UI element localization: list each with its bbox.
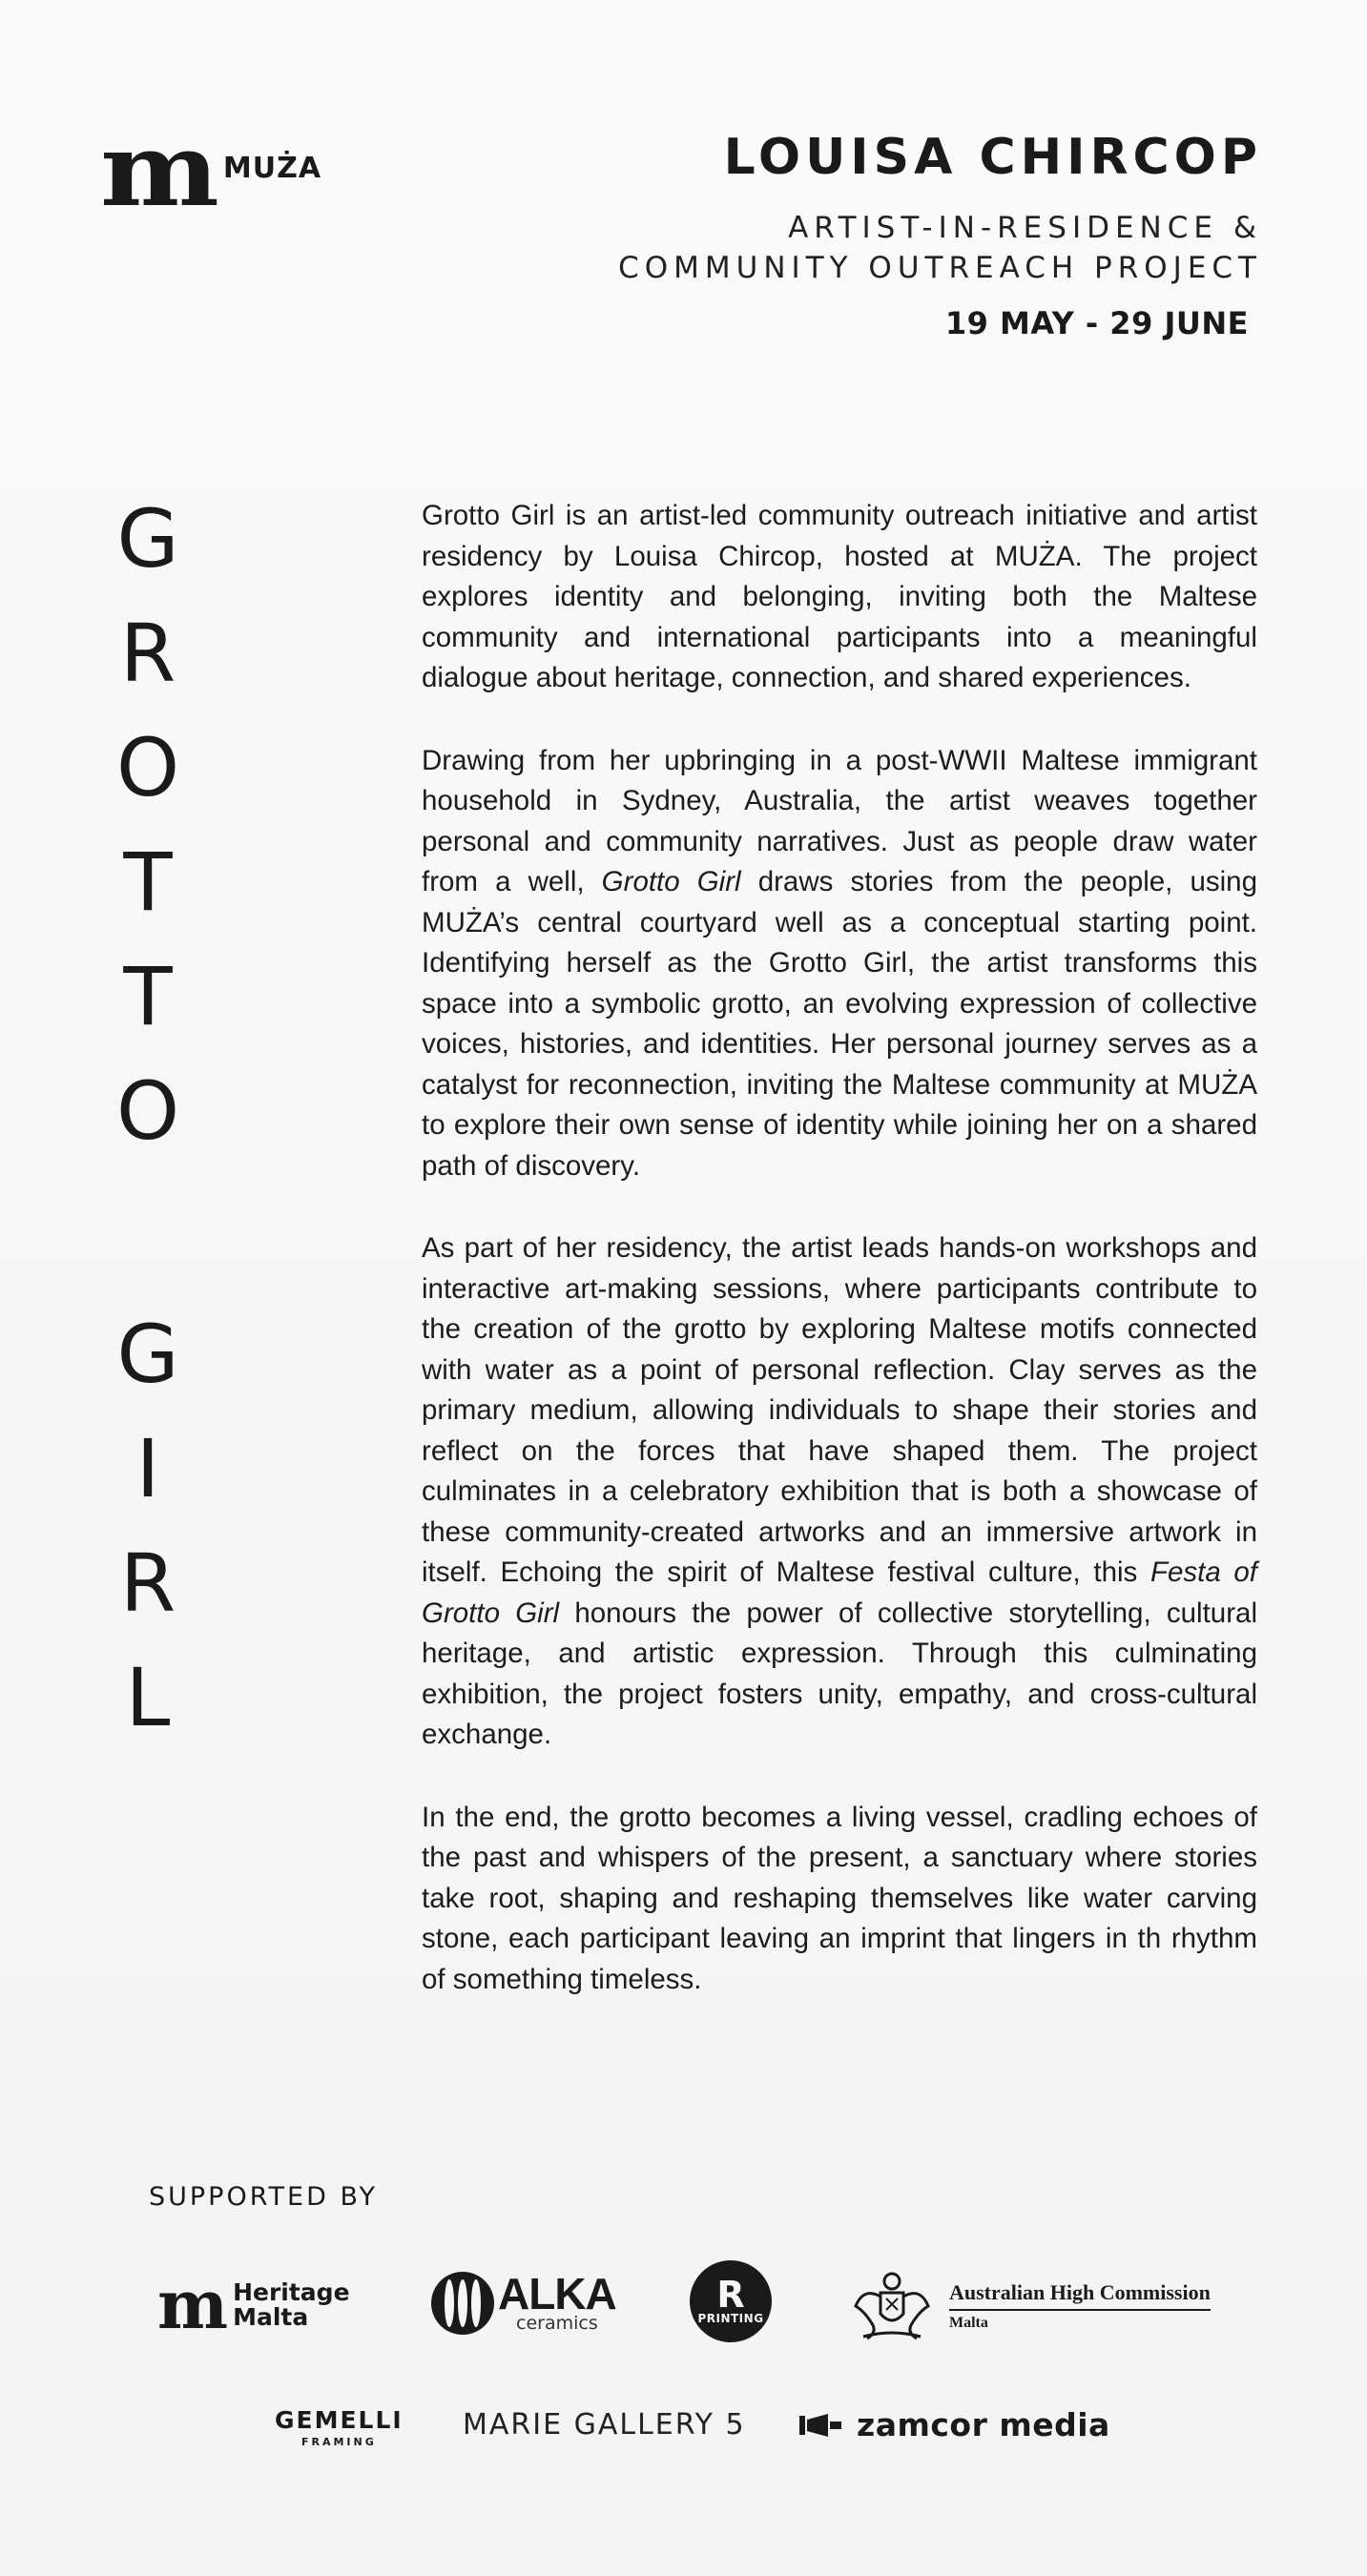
alka-flame-icon [431, 2272, 494, 2335]
paragraph-1: Grotto Girl is an artist-led community outreach initiative and artist residency by Louisa Chircop, hosted at MUŻA. The project explores identity and belonging, inviting both the Maltese community and international participants into a meaningful dialogue about heritage, connection, and shared experiences. [422, 500, 1257, 693]
sponsor-row-2 [272, 2399, 1130, 2456]
body-text [422, 496, 1257, 2042]
gemelli-sub: FRAMING [300, 2436, 377, 2448]
ahc-text [949, 2280, 1211, 2332]
printing-r-mark: R [716, 2274, 745, 2316]
title-letter: G [116, 492, 179, 586]
paragraph-2-text-b: draws stories from the people, using MUŻA’s central courtyard well as a conceptual starting point. Identifying herself as the Grotto Girl, the artist transforms this space into a symbolic grotto, an evolving expression of collective voices, histories, and identities. Her personal journey serves as a catalyst for reconnection, inviting the Maltese community at MUŻA to explore their own sense of identity while joining her on a shared path of discovery. [422, 866, 1257, 1182]
muza-logo-mark: m [100, 110, 206, 230]
title-letter: I [135, 1422, 160, 1515]
paragraph-2-italic: Grotto Girl [601, 866, 741, 897]
alka-sub: ceramics [516, 2313, 598, 2334]
paragraph-3-text-a: As part of her residency, the artist leads hands-on workshops and interactive art-making sessions, where participants contribute to the creation of the grotto by exploring Maltese motifs connected with water as a point of personal reflection. Clay serves as the primary medium, allowing individuals to shape their stories and reflect on the forces that have shaped them. The project culminates in a celebratory exhibition that is both a showcase of these community-created artworks and an immersive artwork in itself. Echoing the spirit of Maltese festival culture, this [422, 1232, 1257, 1588]
exhibition-dates: 19 MAY - 29 JUNE [944, 305, 1249, 341]
title-letter: T [123, 950, 173, 1043]
printing-label: PRINTING [697, 2312, 764, 2325]
vertical-title [95, 482, 200, 1755]
marie-gallery-text: MARIE GALLERY 5 [463, 2408, 746, 2442]
ahc-title: Australian High Commission [949, 2280, 1211, 2311]
zamcor-megaphone-icon [799, 2412, 841, 2439]
title-letter: R [119, 1536, 176, 1630]
paragraph-3-italic: Festa of Grotto Girl [422, 1556, 1258, 1629]
marie-gallery-logo [463, 2408, 746, 2442]
printing-logo [690, 2260, 772, 2342]
title-letter: O [115, 721, 180, 814]
title-letter: R [119, 607, 176, 700]
heritage-malta-mark: m [157, 2265, 220, 2344]
zamcor-text: zamcor media [857, 2406, 1110, 2443]
australian-high-commission-logo [844, 2268, 1211, 2344]
gemelli-text [275, 2406, 404, 2448]
alka-ceramics-logo [431, 2269, 616, 2335]
paragraph-3-text-b: honours the power of collective storytelling, cultural heritage, and artistic expression. Through this culminating exhibition, the project fosters unity, empathy, and cross-cultural exchange. [422, 1597, 1257, 1750]
title-letter: G [116, 1308, 179, 1401]
subtitle-line-2: COMMUNITY OUTREACH PROJECT [618, 251, 1262, 285]
title-letter: L [125, 1651, 171, 1744]
paragraph-2 [422, 741, 1257, 1187]
project-subtitle [404, 208, 1262, 288]
muza-logo-text: MUŻA [222, 152, 322, 185]
paragraph-4: In the end, the grotto becomes a living vessel, cradling echoes of the past and whispers of the present, a sanctuary where stories take root, shaping and reshaping themselves like water carving stone, each participant leaving an imprint that lingers in th rhythm of something timeless. [422, 1801, 1257, 1995]
heritage-malta-logo [157, 2265, 350, 2344]
heritage-malta-line-2: Malta [233, 2303, 309, 2331]
sponsor-row-1 [153, 2260, 1221, 2356]
title-letter: T [123, 835, 173, 929]
printing-badge-icon [690, 2260, 772, 2342]
muza-logo [100, 110, 322, 230]
supported-by-heading: SUPPORTED BY [149, 2182, 378, 2212]
alka-name: ALKA [498, 2269, 616, 2318]
heritage-malta-text [233, 2280, 349, 2330]
alka-text [498, 2269, 616, 2334]
subtitle-line-1: ARTIST-IN-RESIDENCE & [788, 211, 1262, 245]
paragraph-2-text-a: Drawing from her upbringing in a post-WWII Maltese immigrant household in Sydney, Australia, the artist weaves together personal and community narratives. Just as people draw water from a well, [422, 744, 1257, 897]
gemelli-name: GEMELLI [275, 2406, 404, 2434]
title-word-gap [95, 1168, 200, 1297]
ahc-sub: Malta [949, 2315, 988, 2331]
zamcor-media-logo [799, 2406, 1110, 2443]
paragraph-3 [422, 1228, 1257, 1756]
coat-of-arms-icon [844, 2268, 940, 2344]
header-block [404, 126, 1262, 341]
title-letter: O [115, 1064, 180, 1158]
heritage-malta-line-1: Heritage [233, 2278, 350, 2306]
gemelli-framing-logo [275, 2406, 404, 2448]
artist-name: LOUISA CHIRCOP [723, 129, 1262, 186]
